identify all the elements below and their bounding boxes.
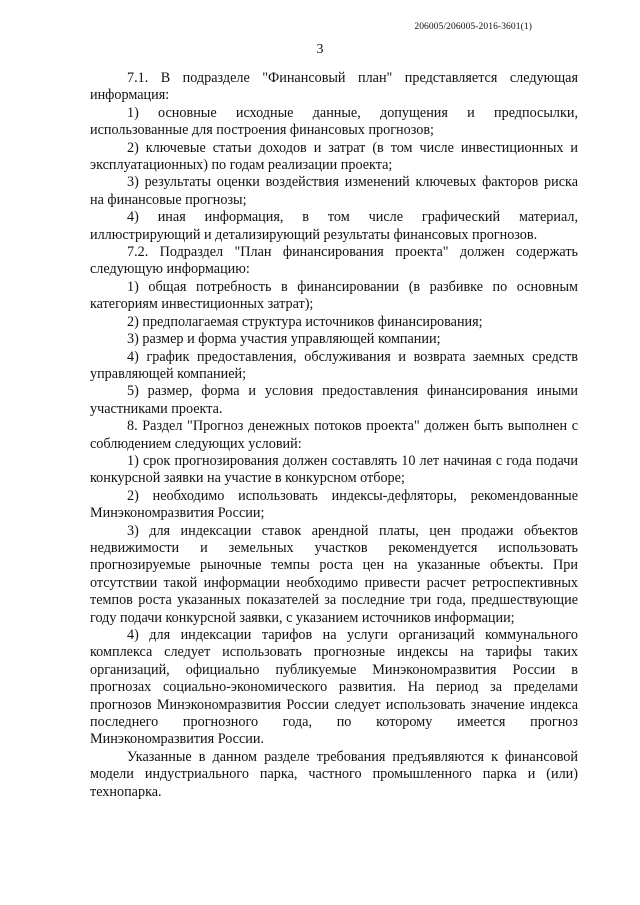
- paragraph: 4) иная информация, в том числе графический материал, иллюстрирующий и детализирующий результаты финансовых прогнозов.: [90, 209, 578, 243]
- paragraph: 1) срок прогнозирования должен составлять 10 лет начиная с года подачи конкурсной заявки на участие в конкурсном отборе;: [90, 452, 578, 487]
- paragraph: 4) график предоставления, обслуживания и возврата заемных средств управляющей компанией;: [90, 348, 578, 382]
- paragraph: 7.2. Подраздел "План финансирования проекта" должен содержать следующую информацию:: [90, 244, 578, 278]
- paragraph: 8. Раздел "Прогноз денежных потоков проекта" должен быть выполнен с соблюдением следующих условий:: [90, 418, 578, 452]
- paragraph: 2) предполагаемая структура источников финансирования;: [127, 313, 483, 330]
- paragraph: 2) ключевые статьи доходов и затрат (в том числе инвестиционных и эксплуатационных) по годам реализации проекта;: [90, 139, 578, 174]
- paragraph: 4) для индексации тарифов на услуги организаций коммунального комплекса следует использовать прогнозные индексы на тарифы таких организаций, официально публикуемые Минэкономразвития России в прогнозах социально-экономического развития. На период за пределами прогнозов Минэкономразвития России следует использовать значение индекса последнего прогнозного года, по которому имеется прогноз Минэкономразвития России.: [90, 627, 578, 748]
- paragraph: 2) необходимо использовать индексы-дефляторы, рекомендованные Минэкономразвития России;: [90, 487, 578, 522]
- document-body: [90, 70, 578, 801]
- page-number: 3: [316, 42, 324, 57]
- paragraph: 3) для индексации ставок арендной платы, цен продажи объектов недвижимости и земельных участков рекомендуется использовать прогнозируемые рыночные темпы роста цен на указанные объекты. При отсутствии такой информации необходимо привести расчет ретроспективных темпов роста указанных показателей за последние три года, предшествующие году подачи конкурсной заявки, с указанием источников информации;: [90, 522, 578, 626]
- document-id: 206005/206005-2016-3601(1): [414, 22, 532, 32]
- paragraph: 3) результаты оценки воздействия изменений ключевых факторов риска на финансовые прогнозы;: [90, 174, 578, 208]
- paragraph: 1) общая потребность в финансировании (в разбивке по основным категориям инвестиционных затрат);: [90, 278, 578, 313]
- paragraph: 1) основные исходные данные, допущения и предпосылки, использованные для построения финансовых прогнозов;: [90, 104, 578, 139]
- paragraph: 3) размер и форма участия управляющей компании;: [127, 331, 441, 348]
- paragraph: 5) размер, форма и условия предоставления финансирования иными участниками проекта.: [90, 383, 578, 417]
- paragraph: 7.1. В подразделе "Финансовый план" представляется следующая информация:: [90, 70, 578, 104]
- paragraph: Указанные в данном разделе требования предъявляются к финансовой модели индустриального парка, частного промышленного парка и (или) технопарка.: [90, 748, 578, 800]
